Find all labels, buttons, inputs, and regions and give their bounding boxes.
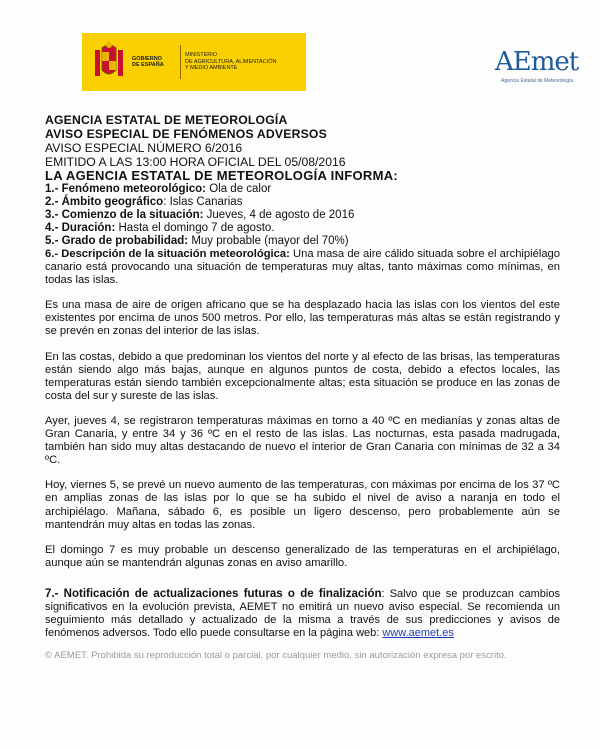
item-4-value: Hasta el domingo 7 de agosto. bbox=[115, 222, 275, 234]
item-7-value: : Salvo que se produzcan cambios significativos en la evolución prevista, AEMET no emitirá un nuevo aviso especial. Se recomienda un seguimiento más detallado y actualizado de la misma a través de sus predicciones y avisos de fenómenos adversos. Todo ello puede consultarse en la página web: bbox=[45, 587, 560, 640]
ministry-line2: DE AGRICULTURA, ALIMENTACIÓN bbox=[185, 58, 277, 65]
aemet-subtitle: Agencia Estatal de Meteorología bbox=[501, 78, 574, 84]
item-6-label: 6.- Descripción de la situación meteorológica: bbox=[45, 248, 290, 260]
item-3-value: Jueves, 4 de agosto de 2016 bbox=[203, 209, 355, 221]
item-2-label: 2.- Ámbito geográfico bbox=[45, 196, 164, 208]
item-5-value: Muy probable (mayor del 70%) bbox=[188, 235, 349, 247]
item-6 bbox=[45, 248, 560, 287]
item-1 bbox=[45, 183, 560, 196]
coat-of-arms-icon bbox=[92, 40, 126, 84]
aemet-website-link[interactable]: www.aemet.es bbox=[382, 627, 454, 640]
item-7 bbox=[45, 588, 560, 640]
item-2-value: : Islas Canarias bbox=[163, 196, 243, 208]
item-2 bbox=[45, 196, 560, 209]
gov-line1: GOBIERNO bbox=[132, 55, 162, 62]
item-3-label: 3.- Comienzo de la situación: bbox=[45, 209, 204, 221]
description-paragraph-1: Es una masa de aire de origen africano que se ha desplazado hacia las islas con los vientos del este existentes por encima de unos 500 metros. Por ello, las temperaturas más altas se están registrando y se prevén en zonas del interior de las islas. bbox=[45, 299, 560, 338]
item-3 bbox=[45, 209, 560, 222]
item-7-label: 7.- Notificación de actualizaciones futuras o de finalización bbox=[45, 587, 382, 600]
description-paragraph-4: Hoy, viernes 5, se prevé un nuevo aumento de las temperaturas, con máximas por encima de los 37 ºC en amplias zonas de las islas por lo que se ha subido el nivel de aviso a naranja en todo el archipiélago. Mañana, sábado 6, es posible un ligero descenso, pero probablemente aún se mantendrán muy altas en todas las zonas. bbox=[45, 479, 560, 531]
informs-heading: LA AGENCIA ESTATAL DE METEOROLOGÍA INFORMA: bbox=[45, 168, 399, 183]
item-4 bbox=[45, 222, 560, 235]
item-5-label: 5.- Grado de probabilidad: bbox=[45, 235, 189, 247]
item-1-value: Ola de calor bbox=[206, 183, 272, 195]
aemet-logo bbox=[489, 45, 579, 90]
description-paragraph-2: En las costas, debido a que predominan los vientos del norte y al efecto de las brisas, las temperaturas están siendo algo más bajas, aunque en algunos puntos de costa, debido a efectos locales, las temperaturas están siendo también excepcionalmente altas; esta situación se produce en las zonas de costa del sur y sureste de las islas. bbox=[45, 350, 560, 402]
aemet-wordmark: AEmet bbox=[495, 47, 579, 77]
logo-divider bbox=[180, 45, 181, 79]
warning-titles bbox=[45, 113, 560, 183]
item-6-value: Una masa de aire cálido situada sobre el archipiélago canario está provocando una situación de temperaturas muy altas, tanto máximas como mínimas, en todas las islas. bbox=[45, 248, 561, 287]
warning-items bbox=[45, 183, 560, 287]
document-header bbox=[45, 0, 579, 100]
item-5 bbox=[45, 235, 560, 248]
ministry-text bbox=[185, 52, 295, 72]
description-paragraph-5: El domingo 7 es muy probable un descenso generalizado de las temperaturas en el archipiélago, aunque aún se mantendrán algunas zonas en aviso amarillo. bbox=[45, 543, 560, 569]
gov-line2: DE ESPAÑA bbox=[132, 62, 164, 68]
ministry-line3: Y MEDIO AMBIENTE bbox=[185, 65, 238, 72]
item-1-label: 1.- Fenómeno meteorológico: bbox=[45, 183, 207, 195]
warning-number: AVISO ESPECIAL NÚMERO 6/2016 bbox=[45, 141, 243, 155]
issued-time: EMITIDO A LAS 13:00 HORA OFICIAL DEL 05/08/2016 bbox=[45, 155, 346, 169]
gobierno-text bbox=[132, 56, 176, 69]
gobierno-logo bbox=[82, 33, 306, 91]
description-paragraph-3: Ayer, jueves 4, se registraron temperaturas máximas en torno a 40 ºC en medianías y zonas altas de Gran Canaria, y entre 34 y 36 ºC en el resto de las islas. Las nocturnas, esta pasada madrugada, también han sido muy altas destacando de nuevo el interior de Gran Canaria con mínimas de 32 a 34 ºC. bbox=[45, 414, 560, 467]
ministry-line1: MINISTERIO bbox=[185, 52, 218, 59]
item-4-label: 4.- Duración: bbox=[45, 222, 116, 234]
copyright-notice: © AEMET. Prohibida su reproducción total o parcial, por cualquier medio, sin autorización expresa por escrito. bbox=[45, 650, 507, 662]
agency-title: AGENCIA ESTATAL DE METEOROLOGÍA bbox=[45, 113, 288, 127]
warning-type-title: AVISO ESPECIAL DE FENÓMENOS ADVERSOS bbox=[45, 127, 327, 141]
